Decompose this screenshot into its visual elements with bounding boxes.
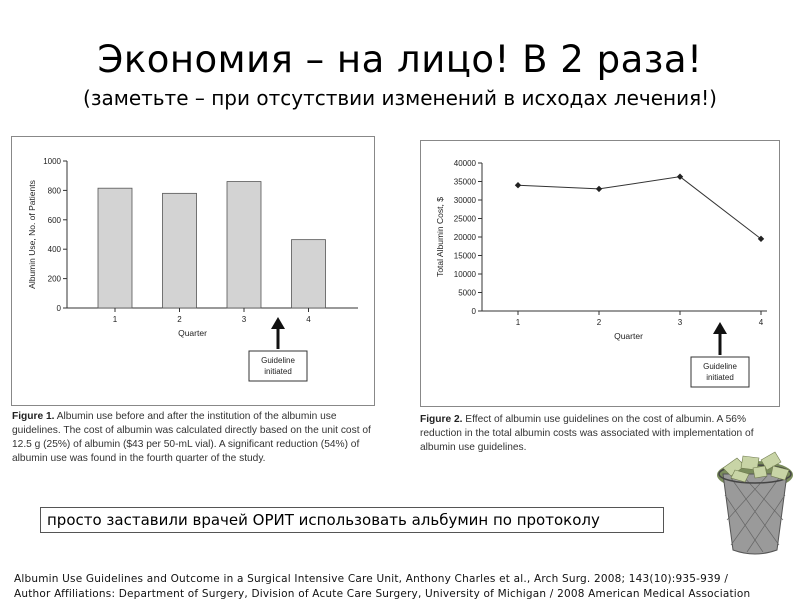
y-tick-label: 600 <box>47 215 61 225</box>
x-tick-label: 3 <box>241 315 247 324</box>
guideline-arrow-head <box>271 317 285 329</box>
x-tick-label: 4 <box>306 315 311 324</box>
x-axis-title: Quarter <box>614 331 643 341</box>
y-tick-label: 20000 <box>453 233 476 242</box>
y-tick-label: 0 <box>471 307 476 316</box>
guideline-label-line-2: initiated <box>264 367 292 376</box>
figure-2-caption-label: Figure 2. <box>420 414 463 425</box>
figure-2-caption-text: Effect of albumin use guidelines on the cost of albumin. A 56% reduction in the total albumin costs was associated with implementation of albumin use guidelines. <box>420 414 754 453</box>
bar <box>98 188 132 308</box>
figure-1-caption <box>12 410 374 466</box>
y-tick-label: 30000 <box>453 196 476 205</box>
y-tick-label: 1000 <box>43 157 61 166</box>
y-tick-label: 10000 <box>453 270 476 279</box>
data-point <box>596 186 602 192</box>
guideline-label-line-1: Guideline <box>261 356 295 365</box>
x-tick-label: 2 <box>177 315 182 324</box>
data-point <box>515 182 521 188</box>
y-tick-label: 400 <box>47 245 61 255</box>
y-tick-label: 35000 <box>453 177 476 187</box>
x-tick-label: 3 <box>677 318 683 327</box>
y-tick-label: 800 <box>47 186 61 196</box>
citation <box>14 572 794 602</box>
figure-1-caption-label: Figure 1. <box>12 411 55 422</box>
figure-1-panel <box>11 136 375 406</box>
series-line <box>518 177 761 239</box>
x-tick-label: 1 <box>515 318 521 327</box>
slide-title: Экономия – на лицо! В 2 раза! <box>97 38 703 81</box>
albumin-cost-line-chart <box>421 141 779 406</box>
guideline-arrow-head <box>713 322 727 334</box>
guideline-label-line-1: Guideline <box>703 362 737 371</box>
y-tick-label: 15000 <box>453 251 476 261</box>
x-tick-label: 2 <box>596 318 602 327</box>
y-tick-label: 5000 <box>458 288 476 298</box>
guideline-label-line-2: initiated <box>706 373 734 382</box>
x-tick-label: 1 <box>112 315 118 324</box>
slide-subtitle: (заметьте – при отсутствии изменений в исходах лечения!) <box>83 86 717 110</box>
y-tick-label: 40000 <box>453 159 476 168</box>
bar <box>163 193 197 308</box>
y-axis-title: Total Albumin Cost, $ <box>435 197 445 277</box>
y-tick-label: 25000 <box>453 214 476 224</box>
figure-2-panel <box>420 140 780 407</box>
citation-line-2: Author Affiliations: Department of Surgery, Division of Acute Care Surgery, University of Michigan / 2008 American Medical Association <box>14 588 751 600</box>
y-tick-label: 0 <box>56 304 61 313</box>
figure-2-caption <box>420 413 780 455</box>
figure-1-caption-text: Albumin use before and after the institution of the albumin use guidelines. The cost of albumin was calculated directly based on the unit cost of 12.5 g (25%) of albumin ($43 per 50-mL vial). A significant reduction (54%) of albumin use was found in the fourth quarter of the study. <box>12 411 371 464</box>
x-tick-label: 4 <box>758 318 764 327</box>
trash-can-with-money-icon <box>713 450 797 558</box>
bar <box>292 240 326 308</box>
citation-line-1: Albumin Use Guidelines and Outcome in a Surgical Intensive Care Unit, Anthony Charles et al., Arch Surg. 2008; 143(10):935-939 / <box>14 573 729 585</box>
protocol-banner: просто заставили врачей ОРИТ использовать альбумин по протоколу <box>40 507 664 533</box>
y-tick-label: 200 <box>47 274 61 284</box>
x-axis-title: Quarter <box>178 328 207 338</box>
bar <box>227 182 261 308</box>
albumin-use-bar-chart <box>12 137 374 405</box>
y-axis-title: Albumin Use, No. of Patients <box>27 180 37 289</box>
